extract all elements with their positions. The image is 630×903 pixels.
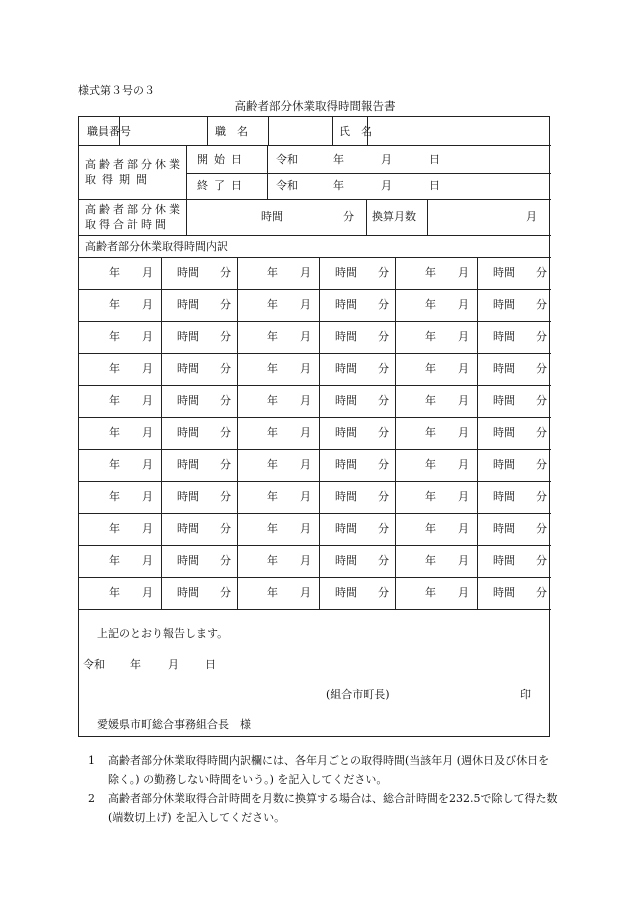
breakdown-year-unit: 年 (267, 554, 278, 567)
breakdown-month-unit: 月 (458, 266, 469, 279)
breakdown-row (79, 385, 551, 417)
breakdown-year-unit: 年 (109, 522, 120, 535)
breakdown-month-unit: 月 (458, 522, 469, 535)
breakdown-year-unit: 年 (267, 522, 278, 535)
breakdown-minutes-unit: 分 (220, 362, 231, 375)
breakdown-month-unit: 月 (300, 330, 311, 343)
breakdown-minutes-unit: 分 (220, 298, 231, 311)
breakdown-year-unit: 年 (109, 490, 120, 503)
breakdown-month-unit: 月 (458, 394, 469, 407)
breakdown-hours-unit: 時間 (177, 490, 199, 503)
breakdown-month-unit: 月 (458, 426, 469, 439)
staff-number-label: 職員番号 (87, 125, 131, 138)
end-date-label: 終了日 (197, 179, 248, 192)
breakdown-month-unit: 月 (300, 426, 311, 439)
breakdown-minutes-unit: 分 (536, 362, 547, 375)
breakdown-minutes-unit: 分 (220, 522, 231, 535)
breakdown-minutes-unit: 分 (536, 458, 547, 471)
breakdown-year-unit: 年 (109, 362, 120, 375)
breakdown-hours-unit: 時間 (493, 362, 515, 375)
breakdown-hours-unit: 時間 (335, 394, 357, 407)
breakdown-month-unit: 月 (142, 330, 153, 343)
breakdown-year-unit: 年 (109, 554, 120, 567)
breakdown-hours-unit: 時間 (335, 298, 357, 311)
staff-number-field[interactable] (120, 121, 206, 141)
breakdown-hours-unit: 時間 (493, 426, 515, 439)
breakdown-year-unit: 年 (267, 458, 278, 471)
breakdown-minutes-unit: 分 (220, 458, 231, 471)
report-form-table (78, 116, 550, 737)
breakdown-hours-unit: 時間 (335, 426, 357, 439)
breakdown-year-unit: 年 (425, 330, 436, 343)
breakdown-hours-unit: 時間 (177, 554, 199, 567)
breakdown-hours-unit: 時間 (177, 586, 199, 599)
breakdown-hours-unit: 時間 (177, 458, 199, 471)
report-day-unit: 日 (205, 658, 216, 671)
report-statement: 上記のとおり報告します。 (97, 627, 229, 640)
job-title-field[interactable] (269, 121, 331, 141)
breakdown-year-unit: 年 (425, 490, 436, 503)
breakdown-minutes-unit: 分 (378, 298, 389, 311)
breakdown-month-unit: 月 (458, 458, 469, 471)
breakdown-year-unit: 年 (425, 458, 436, 471)
breakdown-hours-unit: 時間 (493, 298, 515, 311)
breakdown-month-unit: 月 (300, 362, 311, 375)
breakdown-minutes-unit: 分 (536, 490, 547, 503)
report-date-era: 令和 (83, 658, 105, 671)
breakdown-minutes-unit: 分 (220, 586, 231, 599)
breakdown-hours-unit: 時間 (493, 330, 515, 343)
total-hours-unit: 時間 (261, 210, 283, 223)
breakdown-year-unit: 年 (109, 330, 120, 343)
breakdown-hours-unit: 時間 (177, 266, 199, 279)
breakdown-month-unit: 月 (142, 586, 153, 599)
breakdown-hours-unit: 時間 (335, 586, 357, 599)
breakdown-minutes-unit: 分 (536, 266, 547, 279)
breakdown-row (79, 545, 551, 577)
breakdown-minutes-unit: 分 (378, 394, 389, 407)
end-month-unit: 月 (381, 179, 392, 192)
breakdown-year-unit: 年 (267, 586, 278, 599)
start-month-unit: 月 (381, 153, 392, 166)
breakdown-month-unit: 月 (142, 298, 153, 311)
breakdown-year-unit: 年 (109, 426, 120, 439)
breakdown-minutes-unit: 分 (536, 586, 547, 599)
breakdown-year-unit: 年 (425, 554, 436, 567)
converted-months-label: 換算月数 (372, 210, 416, 223)
breakdown-year-unit: 年 (267, 266, 278, 279)
total-label: 高齢者部分休業 取得合計時間 (85, 203, 183, 231)
breakdown-minutes-unit: 分 (378, 522, 389, 535)
breakdown-hours-unit: 時間 (177, 362, 199, 375)
breakdown-hours-unit: 時間 (335, 522, 357, 535)
breakdown-row (79, 417, 551, 449)
breakdown-year-unit: 年 (267, 490, 278, 503)
breakdown-year-unit: 年 (425, 266, 436, 279)
breakdown-month-unit: 月 (300, 298, 311, 311)
breakdown-month-unit: 月 (458, 586, 469, 599)
breakdown-year-unit: 年 (425, 586, 436, 599)
breakdown-month-unit: 月 (142, 490, 153, 503)
report-year-unit: 年 (130, 658, 141, 671)
breakdown-year-unit: 年 (109, 266, 120, 279)
breakdown-minutes-unit: 分 (536, 330, 547, 343)
breakdown-heading: 高齢者部分休業取得時間内訳 (85, 240, 228, 253)
breakdown-minutes-unit: 分 (536, 554, 547, 567)
breakdown-month-unit: 月 (300, 458, 311, 471)
converted-months-unit: 月 (526, 210, 537, 223)
breakdown-month-unit: 月 (458, 490, 469, 503)
breakdown-hours-unit: 時間 (335, 554, 357, 567)
notes-section (88, 751, 558, 827)
addressee: 愛媛県市町総合事務組合長 様 (97, 718, 251, 731)
breakdown-hours-unit: 時間 (493, 522, 515, 535)
breakdown-hours-unit: 時間 (177, 522, 199, 535)
name-field[interactable] (368, 121, 548, 141)
start-day-unit: 日 (429, 153, 440, 166)
breakdown-hours-unit: 時間 (493, 554, 515, 567)
breakdown-minutes-unit: 分 (378, 266, 389, 279)
breakdown-hours-unit: 時間 (493, 458, 515, 471)
name-label: 氏 名 (339, 125, 372, 138)
breakdown-month-unit: 月 (458, 362, 469, 375)
note-2: 2 高齢者部分休業取得合計時間を月数に換算する場合は、総合計時間を232.5で除して得た数(端数切上げ) を記入してください。 (88, 792, 558, 824)
breakdown-minutes-unit: 分 (378, 458, 389, 471)
breakdown-month-unit: 月 (142, 266, 153, 279)
breakdown-hours-unit: 時間 (335, 362, 357, 375)
end-year-unit: 年 (333, 179, 344, 192)
breakdown-month-unit: 月 (142, 522, 153, 535)
breakdown-row (79, 481, 551, 513)
breakdown-year-unit: 年 (109, 298, 120, 311)
total-minutes-unit: 分 (343, 210, 354, 223)
breakdown-minutes-unit: 分 (378, 586, 389, 599)
breakdown-year-unit: 年 (267, 426, 278, 439)
breakdown-year-unit: 年 (109, 586, 120, 599)
breakdown-month-unit: 月 (458, 554, 469, 567)
breakdown-year-unit: 年 (425, 522, 436, 535)
breakdown-minutes-unit: 分 (536, 298, 547, 311)
breakdown-hours-unit: 時間 (177, 394, 199, 407)
breakdown-hours-unit: 時間 (335, 490, 357, 503)
breakdown-minutes-unit: 分 (536, 522, 547, 535)
breakdown-month-unit: 月 (300, 554, 311, 567)
breakdown-month-unit: 月 (142, 362, 153, 375)
breakdown-row (79, 321, 551, 353)
breakdown-month-unit: 月 (458, 330, 469, 343)
breakdown-minutes-unit: 分 (536, 426, 547, 439)
breakdown-minutes-unit: 分 (378, 426, 389, 439)
breakdown-minutes-unit: 分 (220, 394, 231, 407)
breakdown-minutes-unit: 分 (536, 394, 547, 407)
breakdown-minutes-unit: 分 (220, 266, 231, 279)
breakdown-row (79, 513, 551, 545)
breakdown-minutes-unit: 分 (378, 330, 389, 343)
document-title: 高齢者部分休業取得時間報告書 (234, 99, 396, 113)
breakdown-hours-unit: 時間 (335, 330, 357, 343)
breakdown-month-unit: 月 (300, 394, 311, 407)
breakdown-year-unit: 年 (267, 362, 278, 375)
end-era: 令和 (276, 179, 298, 192)
breakdown-month-unit: 月 (300, 490, 311, 503)
breakdown-row (79, 577, 551, 609)
breakdown-month-unit: 月 (142, 554, 153, 567)
breakdown-minutes-unit: 分 (220, 426, 231, 439)
breakdown-minutes-unit: 分 (220, 330, 231, 343)
breakdown-year-unit: 年 (267, 298, 278, 311)
breakdown-hours-unit: 時間 (335, 266, 357, 279)
breakdown-month-unit: 月 (300, 266, 311, 279)
start-year-unit: 年 (333, 153, 344, 166)
breakdown-year-unit: 年 (425, 362, 436, 375)
breakdown-hours-unit: 時間 (493, 266, 515, 279)
breakdown-hours-unit: 時間 (493, 586, 515, 599)
breakdown-hours-unit: 時間 (493, 490, 515, 503)
breakdown-year-unit: 年 (425, 426, 436, 439)
report-month-unit: 月 (168, 658, 179, 671)
breakdown-year-unit: 年 (109, 458, 120, 471)
breakdown-minutes-unit: 分 (378, 554, 389, 567)
breakdown-hours-unit: 時間 (177, 298, 199, 311)
breakdown-month-unit: 月 (300, 522, 311, 535)
breakdown-minutes-unit: 分 (378, 490, 389, 503)
breakdown-month-unit: 月 (458, 298, 469, 311)
breakdown-row (79, 257, 551, 289)
breakdown-hours-unit: 時間 (335, 458, 357, 471)
breakdown-minutes-unit: 分 (378, 362, 389, 375)
start-date-label: 開始日 (197, 153, 248, 166)
breakdown-minutes-unit: 分 (220, 554, 231, 567)
breakdown-hours-unit: 時間 (177, 330, 199, 343)
breakdown-hours-unit: 時間 (493, 394, 515, 407)
breakdown-month-unit: 月 (142, 426, 153, 439)
reporter-title: (組合市町長) (326, 688, 390, 701)
breakdown-minutes-unit: 分 (220, 490, 231, 503)
breakdown-year-unit: 年 (267, 394, 278, 407)
start-era: 令和 (276, 153, 298, 166)
note-1: 1 高齢者部分休業取得時間内訳欄には、各年月ごとの取得時間(当該年月 (週休日及び休日を除く。) の勤務しない時間をいう。) を記入してください。 (88, 754, 550, 786)
end-day-unit: 日 (429, 179, 440, 192)
period-label: 高齢者部分休業 取得期間 (85, 158, 183, 186)
breakdown-month-unit: 月 (142, 394, 153, 407)
breakdown-row (79, 449, 551, 481)
breakdown-year-unit: 年 (425, 298, 436, 311)
breakdown-year-unit: 年 (425, 394, 436, 407)
form-number: 様式第３号の３ (78, 84, 155, 97)
breakdown-row (79, 289, 551, 321)
seal-mark: 印 (520, 688, 531, 701)
breakdown-month-unit: 月 (142, 458, 153, 471)
breakdown-year-unit: 年 (109, 394, 120, 407)
job-title-label: 職 名 (215, 125, 248, 138)
breakdown-hours-unit: 時間 (177, 426, 199, 439)
breakdown-year-unit: 年 (267, 330, 278, 343)
breakdown-row (79, 353, 551, 385)
breakdown-month-unit: 月 (300, 586, 311, 599)
